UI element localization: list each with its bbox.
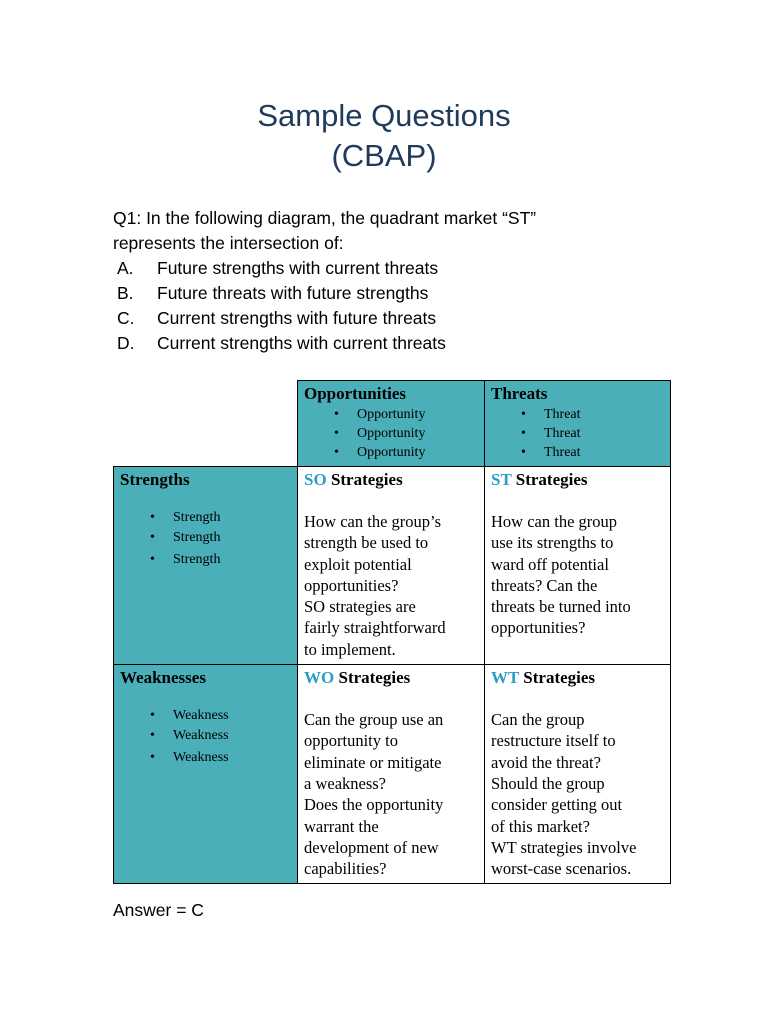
page-title [0, 96, 768, 176]
wt-cell [485, 665, 671, 884]
wt-abbr: WT [491, 668, 520, 688]
option-d-text: Current strengths with current threats [157, 333, 446, 353]
wo-strategies-label: Strategies [338, 668, 411, 688]
list-item [334, 443, 478, 462]
wo-text [304, 709, 478, 879]
threats-cell [485, 381, 671, 467]
so-line: How can the group’s [304, 512, 442, 531]
bullet-icon: • [150, 728, 155, 744]
wt-line: Should the group [491, 773, 605, 793]
opportunity-item: Opportunity [357, 445, 426, 460]
list-item [334, 405, 478, 424]
option-d [113, 331, 713, 356]
so-line: to implement. [304, 639, 396, 659]
wo-line: opportunity to [304, 731, 398, 751]
wo-line: a weakness? [304, 773, 387, 793]
wt-strategies-label: Strategies [523, 668, 596, 688]
list-item [150, 706, 291, 726]
bullet-icon: • [334, 426, 339, 441]
question-stem-line-1: Q1: In the following diagram, the quadrant market “ST” [113, 208, 537, 228]
list-item [150, 748, 291, 768]
bullet-icon: • [150, 552, 155, 567]
so-text [304, 511, 478, 660]
st-header [491, 469, 664, 491]
st-line: threats be turned into [491, 597, 631, 617]
threat-item: Threat [544, 445, 581, 460]
question-block [113, 206, 713, 356]
list-item [150, 508, 291, 528]
list-item [521, 405, 664, 424]
wo-header [304, 667, 478, 689]
wt-line: consider getting out [491, 795, 623, 815]
opportunity-item: Opportunity [357, 407, 426, 422]
strength-item: Strength [173, 510, 221, 525]
st-text [491, 511, 664, 639]
wt-line: WT strategies involve [491, 837, 637, 857]
list-item [150, 726, 291, 746]
option-b-letter: B. [117, 283, 134, 303]
strength-item: Strength [173, 530, 221, 545]
bullet-icon: • [150, 708, 155, 724]
so-line: opportunities? [304, 575, 399, 595]
so-line: fairly straightforward [304, 618, 446, 638]
weakness-item: Weakness [173, 750, 229, 766]
opportunities-list [304, 405, 478, 462]
title-line-1: Sample Questions [257, 98, 511, 133]
so-strategies-label: Strategies [330, 470, 403, 489]
question-stem-line-2: represents the intersection of: [113, 233, 344, 253]
st-line: opportunities? [491, 618, 586, 638]
wt-line: worst-case scenarios. [491, 859, 632, 879]
strengths-cell [114, 467, 298, 665]
opportunity-item: Opportunity [357, 426, 426, 441]
option-b-text: Future threats with future strengths [157, 283, 429, 303]
strengths-list [120, 508, 291, 570]
bullet-icon: • [150, 510, 155, 525]
wo-abbr: WO [304, 668, 335, 688]
so-cell [298, 467, 485, 665]
wo-cell [298, 665, 485, 884]
st-line: threats? Can the [491, 575, 598, 595]
list-item [334, 424, 478, 443]
list-item [521, 424, 664, 443]
st-line: use its strengths to [491, 533, 614, 553]
wo-line: capabilities? [304, 859, 387, 879]
swot-matrix [113, 380, 671, 884]
title-line-2: (CBAP) [331, 138, 437, 173]
so-line: strength be used to [304, 533, 429, 553]
weakness-item: Weakness [173, 708, 229, 724]
list-item [150, 528, 291, 548]
option-c [113, 306, 713, 331]
bullet-icon: • [150, 750, 155, 766]
st-strategies-label: Strategies [515, 470, 588, 489]
wo-line: development of new [304, 837, 439, 857]
so-line: SO strategies are [304, 597, 416, 617]
wt-text [491, 709, 664, 879]
st-line: ward off potential [491, 554, 609, 574]
st-cell [485, 467, 671, 665]
threats-list [491, 405, 664, 462]
threat-item: Threat [544, 426, 581, 441]
strengths-header: Strengths [120, 470, 190, 489]
wo-line: eliminate or mitigate [304, 752, 442, 772]
opportunities-header: Opportunities [304, 384, 407, 403]
wt-line: restructure itself to [491, 731, 616, 751]
bullet-icon: • [334, 445, 339, 460]
strength-item: Strength [173, 552, 221, 567]
bullet-icon: • [150, 530, 155, 545]
option-a [113, 256, 713, 281]
answer-text: Answer = C [113, 900, 204, 920]
option-c-text: Current strengths with future threats [157, 308, 437, 328]
so-line: exploit potential [304, 554, 412, 574]
opportunities-cell [298, 381, 485, 467]
so-header [304, 469, 478, 491]
weaknesses-list [120, 706, 291, 768]
wt-line: avoid the threat? [491, 752, 601, 772]
so-abbr: SO [304, 470, 327, 489]
weaknesses-cell [114, 665, 298, 884]
threats-header: Threats [491, 384, 548, 403]
weaknesses-header: Weaknesses [120, 668, 206, 688]
wo-line: Can the group use an [304, 710, 444, 730]
threat-item: Threat [544, 407, 581, 422]
list-item [150, 550, 291, 570]
wo-line: Does the opportunity [304, 795, 444, 815]
st-abbr: ST [491, 470, 512, 489]
option-b [113, 281, 713, 306]
option-c-letter: C. [117, 308, 135, 328]
wt-line: Can the group [491, 710, 585, 730]
bullet-icon: • [521, 407, 526, 422]
option-a-letter: A. [117, 258, 134, 278]
corner-cell [114, 381, 298, 467]
wt-line: of this market? [491, 816, 590, 836]
bullet-icon: • [334, 407, 339, 422]
option-a-text: Future strengths with current threats [157, 258, 439, 278]
list-item [521, 443, 664, 462]
wo-line: warrant the [304, 816, 379, 836]
option-d-letter: D. [117, 333, 135, 353]
weakness-item: Weakness [173, 728, 229, 744]
bullet-icon: • [521, 426, 526, 441]
wt-header [491, 667, 664, 689]
bullet-icon: • [521, 445, 526, 460]
st-line: How can the group [491, 512, 618, 531]
